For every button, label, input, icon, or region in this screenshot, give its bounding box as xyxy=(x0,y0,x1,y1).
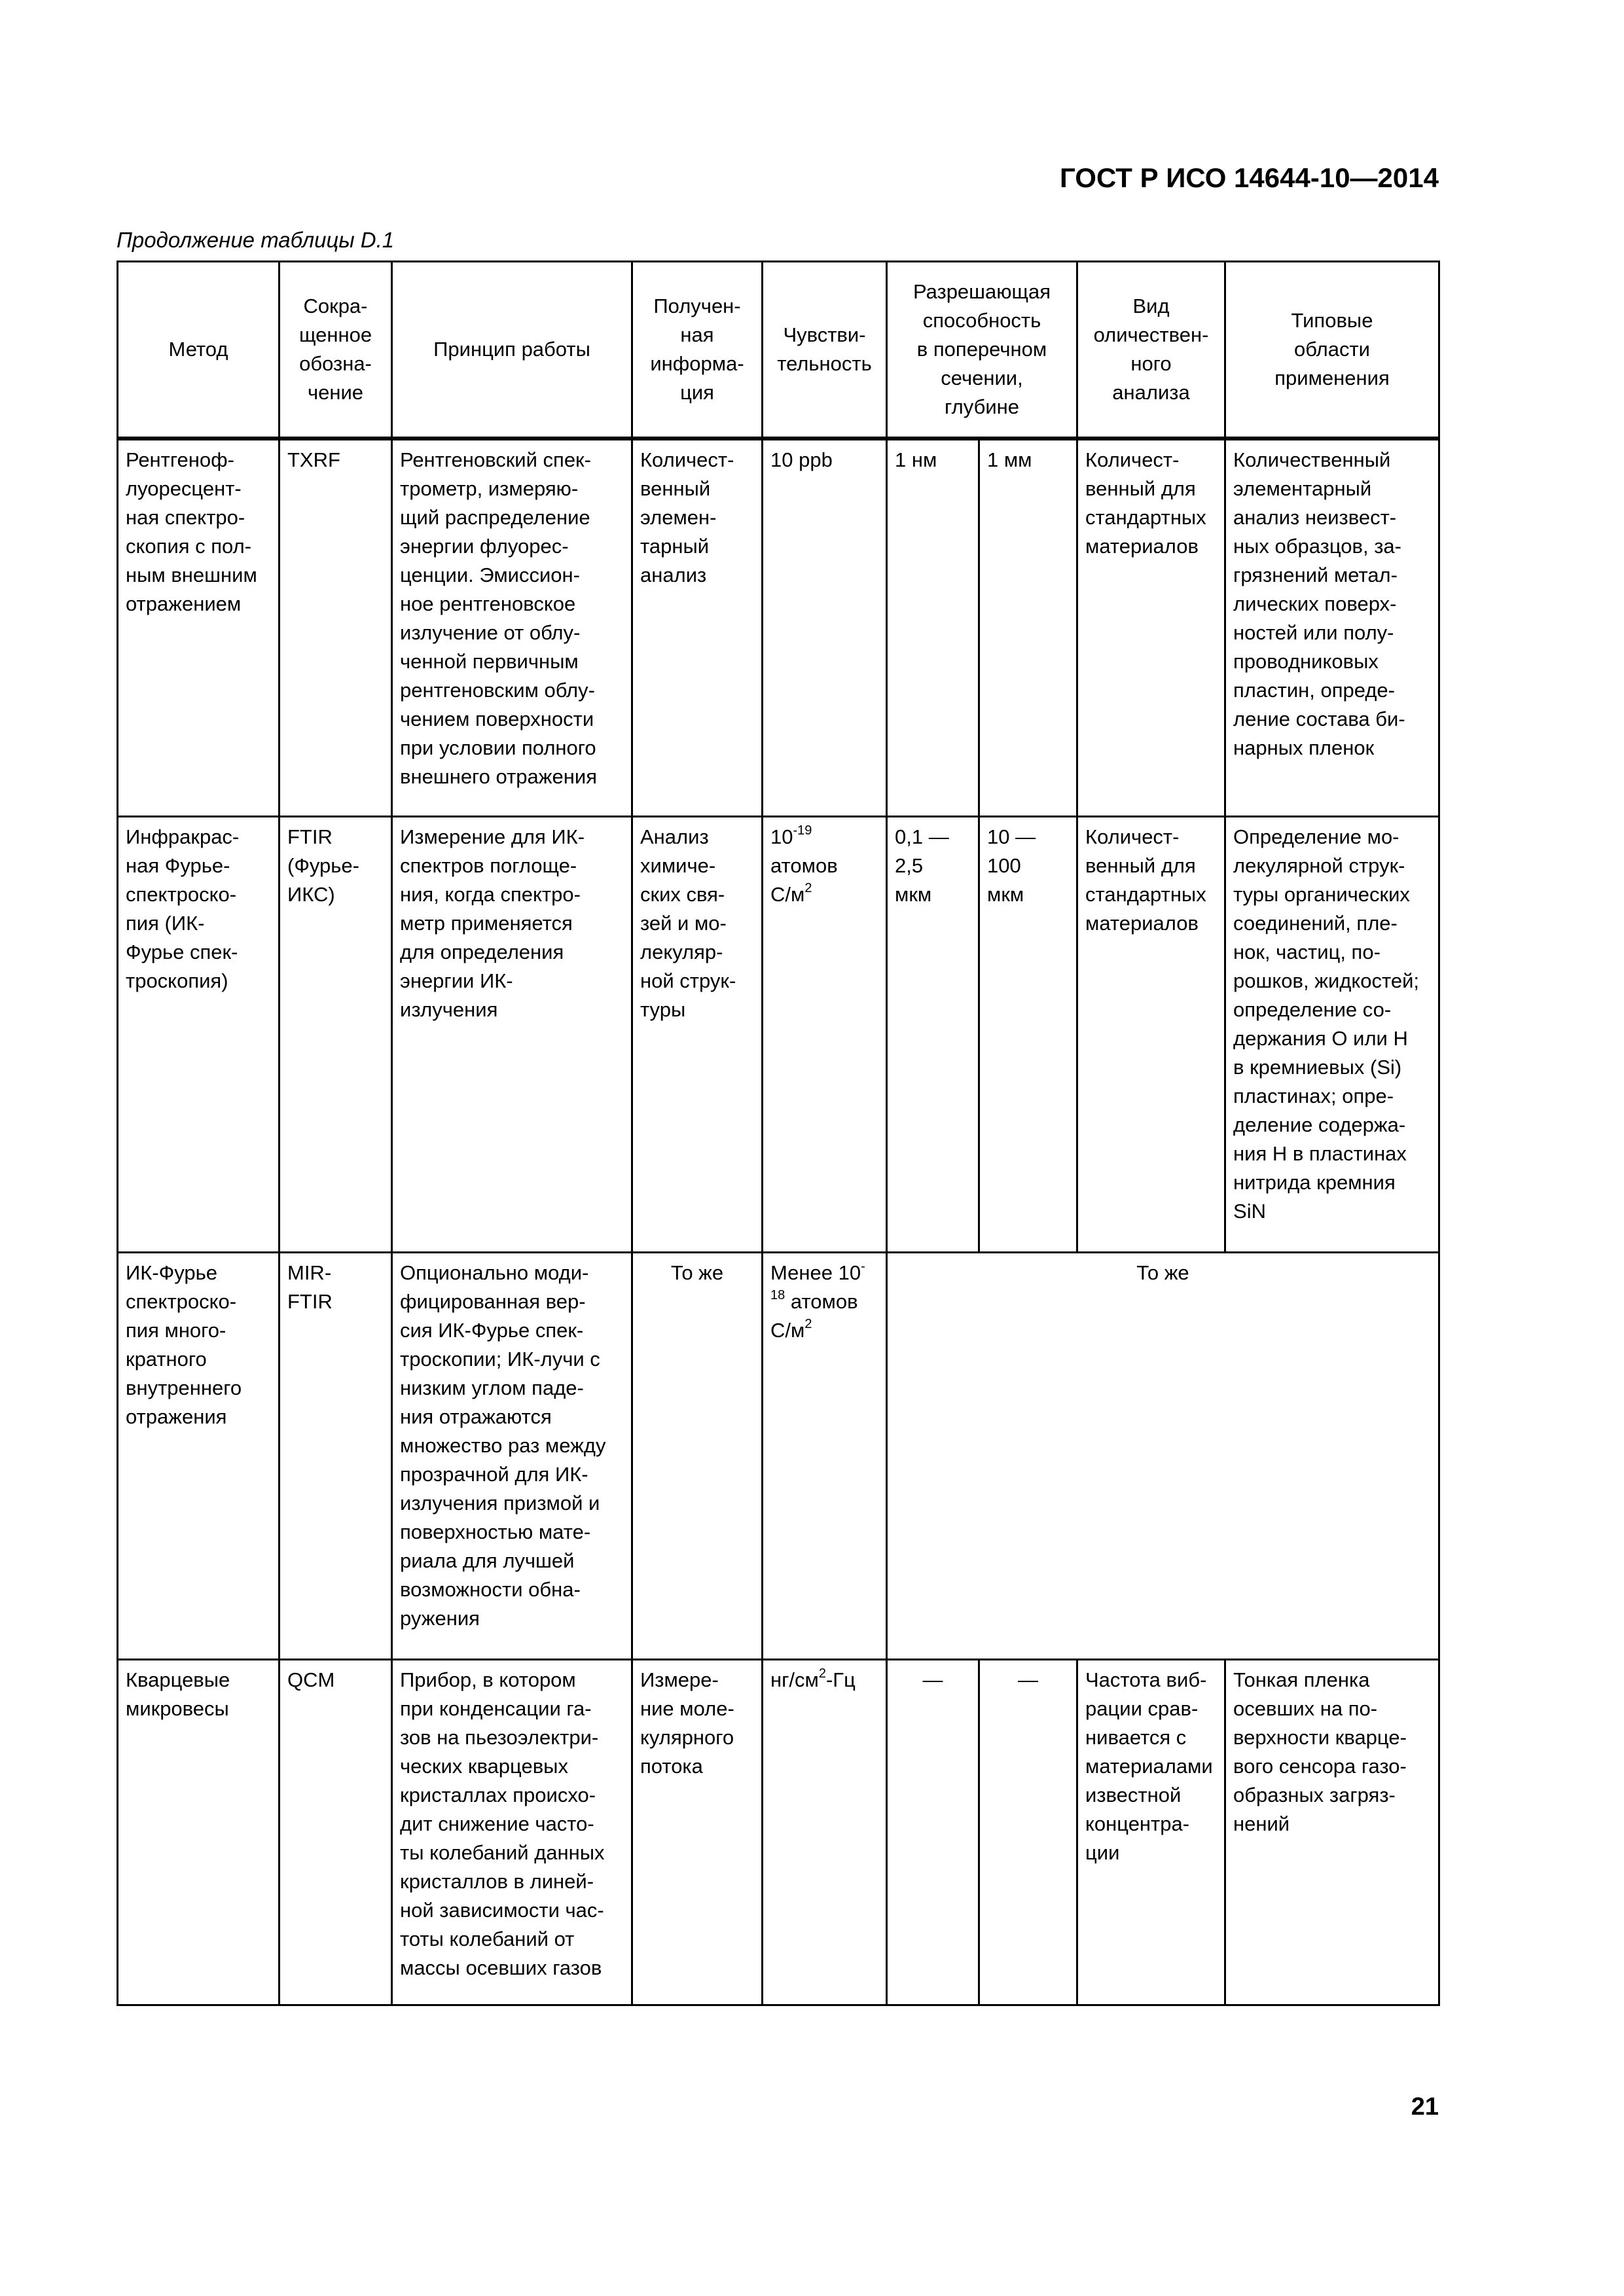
cell-res-depth: 10 — 100 мкм xyxy=(979,817,1077,1253)
cell-sensitivity: 10 ppb xyxy=(763,439,887,817)
cell-method: ИК-Фурье спектроско- пия много- кратного внутреннего отражения xyxy=(118,1253,280,1660)
cell-principle: Измерение для ИК- спектров поглоще- ния, когда спектро- метр применяется для определения энергии ИК- излучения xyxy=(392,817,632,1253)
table-row xyxy=(118,817,1439,1253)
document-code: ГОСТ Р ИСО 14644-10—2014 xyxy=(1060,162,1439,193)
table-row xyxy=(118,439,1439,817)
cell-method: Рентгеноф- луоресцент- ная спектро- скопия с пол- ным внешним отражением xyxy=(118,439,280,817)
sensitivity-unit: атомов xyxy=(790,1290,858,1313)
cell-merged-same: То же xyxy=(887,1253,1439,1660)
cell-info: Измере- ние моле- кулярного потока xyxy=(632,1660,763,2005)
sensitivity-unit2-exponent: 2 xyxy=(804,881,812,895)
table-row xyxy=(118,1660,1439,2005)
cell-abbr: QCM xyxy=(280,1660,392,2005)
cell-res-depth: 1 мм xyxy=(979,439,1077,817)
cell-apps: Определение мо- лекулярной струк- туры органических соединений, пле- нок, частиц, по- рошков, жидкостей; определение со- держания O или H в кремниевых (Si) пластинах; опре- деление содержа- ния H в пластинах нитрида кремния SiN xyxy=(1225,817,1439,1253)
cell-quant: Частота виб- рации срав- нивается с материалами известной концентра- ции xyxy=(1077,1660,1225,2005)
cell-principle: Опционально моди- фицированная вер- сия ИК-Фурье спек- троскопии; ИК-лучи с низким углом паде- ния отражаются множество раз между прозрачной для ИК- излучения призмой и поверхностью мате- риала для лучшей возможности обна- ружения xyxy=(392,1253,632,1660)
sensitivity-exponent-digits: 18 xyxy=(770,1288,785,1302)
cell-quant: Количест- венный для стандартных материалов xyxy=(1077,817,1225,1253)
cell-res-depth: — xyxy=(979,1660,1077,2005)
sensitivity-exponent: 2 xyxy=(818,1666,826,1681)
col-header-resolution: Разрешающая способность в поперечном сечении, глубине xyxy=(887,262,1077,439)
cell-quant: Количест- венный для стандартных материалов xyxy=(1077,439,1225,817)
cell-sensitivity xyxy=(763,1660,887,2005)
col-header-apps: Типовые области применения xyxy=(1225,262,1439,439)
cell-res-cross: — xyxy=(887,1660,979,2005)
cell-abbr: TXRF xyxy=(280,439,392,817)
table-header-row xyxy=(118,262,1439,439)
sensitivity-unit: атомов xyxy=(770,854,838,877)
cell-principle: Прибор, в котором при конденсации га- зов на пьезоэлектри- ческих кварцевых кристаллах происхо- дит снижение часто- ты колебаний данных кристаллов в линей- ной зависимости час- тоты колебаний от массы осевших газов xyxy=(392,1660,632,2005)
cell-principle: Рентгеновский спек- трометр, измеряю- щий распределение энергии флуорес- ценции. Эмиссион- ное рентгеновское излучение от облу- ченной первичным рентгеновским облу- чением поверхности при условии полного внешнего отражения xyxy=(392,439,632,817)
table-row xyxy=(118,1253,1439,1660)
cell-apps: Количественный элементарный анализ неизвест- ных образцов, за- грязнений метал- лических поверх- ностей или полу- проводниковых пластин, опреде- ление состава би- нарных пленок xyxy=(1225,439,1439,817)
sensitivity-suffix: -Гц xyxy=(825,1668,856,1691)
sensitivity-exponent: -19 xyxy=(793,823,812,838)
sensitivity-unit2-exponent: 2 xyxy=(804,1317,812,1331)
col-header-sensitivity: Чувстви- тельность xyxy=(763,262,887,439)
methods-table xyxy=(117,260,1440,2006)
cell-info: Количест- венный элемен- тарный анализ xyxy=(632,439,763,817)
col-header-quant: Вид оличествен- ного анализа xyxy=(1077,262,1225,439)
cell-info: То же xyxy=(632,1253,763,1660)
cell-sensitivity xyxy=(763,1253,887,1660)
cell-sensitivity xyxy=(763,817,887,1253)
cell-method: Инфракрас- ная Фурье- спектроско- пия (ИК- Фурье спек- троскопия) xyxy=(118,817,280,1253)
cell-abbr: FTIR (Фурье- ИКС) xyxy=(280,817,392,1253)
table-caption: Продолжение таблицы D.1 xyxy=(117,228,395,252)
sensitivity-base: 10 xyxy=(770,825,793,848)
cell-abbr: MIR- FTIR xyxy=(280,1253,392,1660)
col-header-abbr: Сокра- щенное обозна- чение xyxy=(280,262,392,439)
cell-method: Кварцевые микровесы xyxy=(118,1660,280,2005)
cell-info: Анализ химиче- ских свя- зей и мо- лекуляр- ной струк- туры xyxy=(632,817,763,1253)
cell-res-cross: 0,1 — 2,5 мкм xyxy=(887,817,979,1253)
sensitivity-base: нг/см xyxy=(770,1668,819,1691)
sensitivity-unit2: С/м xyxy=(770,1319,805,1342)
page-number: 21 xyxy=(1411,2093,1439,2121)
sensitivity-exponent-sign: - xyxy=(861,1259,865,1274)
cell-apps: Тонкая пленка осевших на по- верхности кварце- вого сенсора газо- образных загряз- нений xyxy=(1225,1660,1439,2005)
sensitivity-prefix: Менее 10 xyxy=(770,1261,861,1284)
sensitivity-unit2: С/м xyxy=(770,883,805,906)
col-header-principle: Принцип работы xyxy=(392,262,632,439)
col-header-method: Метод xyxy=(118,262,280,439)
col-header-info: Получен- ная информа- ция xyxy=(632,262,763,439)
cell-res-cross: 1 нм xyxy=(887,439,979,817)
